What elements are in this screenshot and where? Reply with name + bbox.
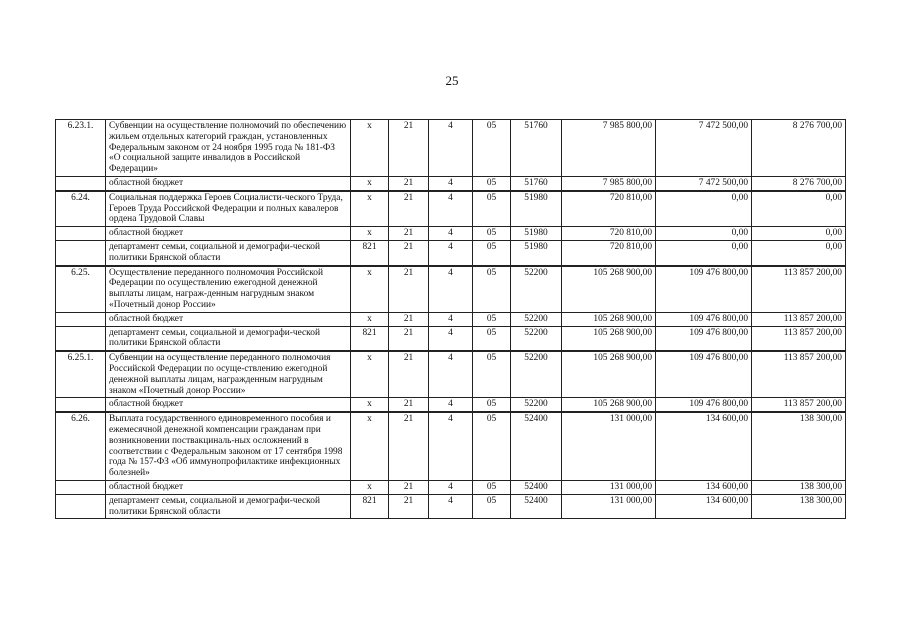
amount-year-3: 138 300,00 bbox=[752, 480, 846, 494]
subprogram-code: 4 bbox=[429, 191, 473, 227]
row-number: 6.23.1. bbox=[56, 120, 106, 177]
subprogram-code: 4 bbox=[429, 312, 473, 326]
admin-code: 821 bbox=[351, 494, 389, 519]
amount-year-1: 720 810,00 bbox=[562, 191, 656, 227]
program-code: 21 bbox=[389, 266, 429, 313]
table-body bbox=[56, 120, 846, 519]
event-code: 05 bbox=[473, 351, 511, 398]
event-code: 05 bbox=[473, 312, 511, 326]
amount-year-2: 109 476 800,00 bbox=[656, 398, 752, 412]
table-row bbox=[56, 412, 846, 480]
table-row bbox=[56, 326, 846, 351]
row-name: Осуществление переданного полномочия Российской Федерации по осуществлению ежегодной денежной выплаты лицам, награж-денным нагрудным знаком «Почетный донор России» bbox=[106, 266, 351, 313]
direction-code: 51760 bbox=[511, 120, 562, 177]
subprogram-code: 4 bbox=[429, 480, 473, 494]
event-code: 05 bbox=[473, 326, 511, 351]
row-name: Субвенции на осуществление переданного полномочия Российской Федерации по осуще-ствлению ежегодной денежной выплаты лицам, награжденным нагрудным знаком «Почетный донор России» bbox=[106, 351, 351, 398]
subprogram-code: 4 bbox=[429, 412, 473, 480]
amount-year-3: 138 300,00 bbox=[752, 412, 846, 480]
direction-code: 51980 bbox=[511, 227, 562, 241]
amount-year-3: 138 300,00 bbox=[752, 494, 846, 519]
program-code: 21 bbox=[389, 351, 429, 398]
row-number bbox=[56, 398, 106, 412]
direction-code: 52200 bbox=[511, 351, 562, 398]
direction-code: 52400 bbox=[511, 412, 562, 480]
table-row bbox=[56, 120, 846, 177]
row-number bbox=[56, 312, 106, 326]
direction-code: 52200 bbox=[511, 398, 562, 412]
row-number bbox=[56, 326, 106, 351]
program-code: 21 bbox=[389, 176, 429, 190]
subprogram-code: 4 bbox=[429, 266, 473, 313]
row-number bbox=[56, 494, 106, 519]
row-number bbox=[56, 480, 106, 494]
admin-code: 821 bbox=[351, 326, 389, 351]
event-code: 05 bbox=[473, 176, 511, 190]
amount-year-2: 0,00 bbox=[656, 240, 752, 265]
program-code: 21 bbox=[389, 480, 429, 494]
program-code: 21 bbox=[389, 240, 429, 265]
direction-code: 52200 bbox=[511, 326, 562, 351]
table-row bbox=[56, 240, 846, 265]
subprogram-code: 4 bbox=[429, 326, 473, 351]
amount-year-3: 8 276 700,00 bbox=[752, 176, 846, 190]
program-code: 21 bbox=[389, 494, 429, 519]
admin-code: x bbox=[351, 480, 389, 494]
amount-year-2: 134 600,00 bbox=[656, 412, 752, 480]
amount-year-1: 7 985 800,00 bbox=[562, 176, 656, 190]
table-row bbox=[56, 176, 846, 190]
amount-year-3: 113 857 200,00 bbox=[752, 312, 846, 326]
direction-code: 52200 bbox=[511, 266, 562, 313]
subprogram-code: 4 bbox=[429, 176, 473, 190]
amount-year-2: 109 476 800,00 bbox=[656, 312, 752, 326]
direction-code: 51980 bbox=[511, 191, 562, 227]
direction-code: 51760 bbox=[511, 176, 562, 190]
table-row bbox=[56, 312, 846, 326]
admin-code: x bbox=[351, 312, 389, 326]
amount-year-1: 131 000,00 bbox=[562, 412, 656, 480]
event-code: 05 bbox=[473, 266, 511, 313]
amount-year-2: 109 476 800,00 bbox=[656, 351, 752, 398]
amount-year-1: 131 000,00 bbox=[562, 494, 656, 519]
amount-year-1: 105 268 900,00 bbox=[562, 312, 656, 326]
table-row bbox=[56, 480, 846, 494]
row-number bbox=[56, 240, 106, 265]
amount-year-1: 131 000,00 bbox=[562, 480, 656, 494]
row-number: 6.24. bbox=[56, 191, 106, 227]
program-code: 21 bbox=[389, 326, 429, 351]
direction-code: 52200 bbox=[511, 312, 562, 326]
amount-year-3: 113 857 200,00 bbox=[752, 266, 846, 313]
direction-code: 51980 bbox=[511, 240, 562, 265]
row-name: областной бюджет bbox=[106, 480, 351, 494]
admin-code: x bbox=[351, 191, 389, 227]
amount-year-1: 720 810,00 bbox=[562, 227, 656, 241]
row-name: Социальная поддержка Героев Социалисти-ческого Труда, Героев Труда Российской Федерации и полных кавалеров ордена Трудовой Славы bbox=[106, 191, 351, 227]
direction-code: 52400 bbox=[511, 480, 562, 494]
subprogram-code: 4 bbox=[429, 227, 473, 241]
admin-code: x bbox=[351, 176, 389, 190]
table-row bbox=[56, 494, 846, 519]
admin-code: 821 bbox=[351, 240, 389, 265]
event-code: 05 bbox=[473, 120, 511, 177]
event-code: 05 bbox=[473, 412, 511, 480]
event-code: 05 bbox=[473, 227, 511, 241]
amount-year-3: 8 276 700,00 bbox=[752, 120, 846, 177]
amount-year-3: 0,00 bbox=[752, 240, 846, 265]
row-number: 6.26. bbox=[56, 412, 106, 480]
program-code: 21 bbox=[389, 120, 429, 177]
row-name: департамент семьи, социальной и демографи-ческой политики Брянской области bbox=[106, 494, 351, 519]
amount-year-3: 113 857 200,00 bbox=[752, 326, 846, 351]
amount-year-3: 113 857 200,00 bbox=[752, 351, 846, 398]
program-code: 21 bbox=[389, 412, 429, 480]
amount-year-1: 720 810,00 bbox=[562, 240, 656, 265]
subprogram-code: 4 bbox=[429, 120, 473, 177]
admin-code: x bbox=[351, 412, 389, 480]
amount-year-3: 113 857 200,00 bbox=[752, 398, 846, 412]
amount-year-3: 0,00 bbox=[752, 227, 846, 241]
subprogram-code: 4 bbox=[429, 398, 473, 412]
budget-table bbox=[55, 119, 846, 519]
amount-year-2: 0,00 bbox=[656, 191, 752, 227]
amount-year-2: 109 476 800,00 bbox=[656, 266, 752, 313]
event-code: 05 bbox=[473, 240, 511, 265]
event-code: 05 bbox=[473, 191, 511, 227]
subprogram-code: 4 bbox=[429, 351, 473, 398]
row-name: департамент семьи, социальной и демографи-ческой политики Брянской области bbox=[106, 326, 351, 351]
admin-code: x bbox=[351, 120, 389, 177]
admin-code: x bbox=[351, 227, 389, 241]
table-row bbox=[56, 266, 846, 313]
amount-year-1: 105 268 900,00 bbox=[562, 398, 656, 412]
amount-year-2: 7 472 500,00 bbox=[656, 120, 752, 177]
subprogram-code: 4 bbox=[429, 494, 473, 519]
program-code: 21 bbox=[389, 191, 429, 227]
admin-code: x bbox=[351, 398, 389, 412]
row-name: областной бюджет bbox=[106, 176, 351, 190]
admin-code: x bbox=[351, 351, 389, 398]
program-code: 21 bbox=[389, 398, 429, 412]
row-name: областной бюджет bbox=[106, 227, 351, 241]
amount-year-3: 0,00 bbox=[752, 191, 846, 227]
row-name: областной бюджет bbox=[106, 398, 351, 412]
row-name: областной бюджет bbox=[106, 312, 351, 326]
admin-code: x bbox=[351, 266, 389, 313]
direction-code: 52400 bbox=[511, 494, 562, 519]
row-name: Субвенции на осуществление полномочий по обеспечению жильем отдельных категорий граждан, установленных Федеральным законом от 24 ноября 1995 года № 181-ФЗ «О социальной защите инвалидов в Российской Федерации» bbox=[106, 120, 351, 177]
amount-year-2: 109 476 800,00 bbox=[656, 326, 752, 351]
table-row bbox=[56, 191, 846, 227]
amount-year-1: 105 268 900,00 bbox=[562, 351, 656, 398]
event-code: 05 bbox=[473, 480, 511, 494]
event-code: 05 bbox=[473, 494, 511, 519]
table-row bbox=[56, 398, 846, 412]
amount-year-1: 7 985 800,00 bbox=[562, 120, 656, 177]
row-number: 6.25. bbox=[56, 266, 106, 313]
row-number bbox=[56, 227, 106, 241]
amount-year-2: 0,00 bbox=[656, 227, 752, 241]
row-number: 6.25.1. bbox=[56, 351, 106, 398]
row-name: департамент семьи, социальной и демографи-ческой политики Брянской области bbox=[106, 240, 351, 265]
table-row bbox=[56, 227, 846, 241]
amount-year-2: 7 472 500,00 bbox=[656, 176, 752, 190]
amount-year-1: 105 268 900,00 bbox=[562, 266, 656, 313]
amount-year-1: 105 268 900,00 bbox=[562, 326, 656, 351]
program-code: 21 bbox=[389, 312, 429, 326]
row-number bbox=[56, 176, 106, 190]
subprogram-code: 4 bbox=[429, 240, 473, 265]
row-name: Выплата государственного единовременного пособия и ежемесячной денежной компенсации гражданам при возникновении поствакциналь-ных осложнений в соответствии с Федеральным законом от 17 сентября 1998 года № 157-ФЗ «Об иммунопрофилактике инфекционных болезней» bbox=[106, 412, 351, 480]
table-row bbox=[56, 351, 846, 398]
amount-year-2: 134 600,00 bbox=[656, 494, 752, 519]
program-code: 21 bbox=[389, 227, 429, 241]
event-code: 05 bbox=[473, 398, 511, 412]
page-number: 25 bbox=[445, 73, 459, 88]
amount-year-2: 134 600,00 bbox=[656, 480, 752, 494]
